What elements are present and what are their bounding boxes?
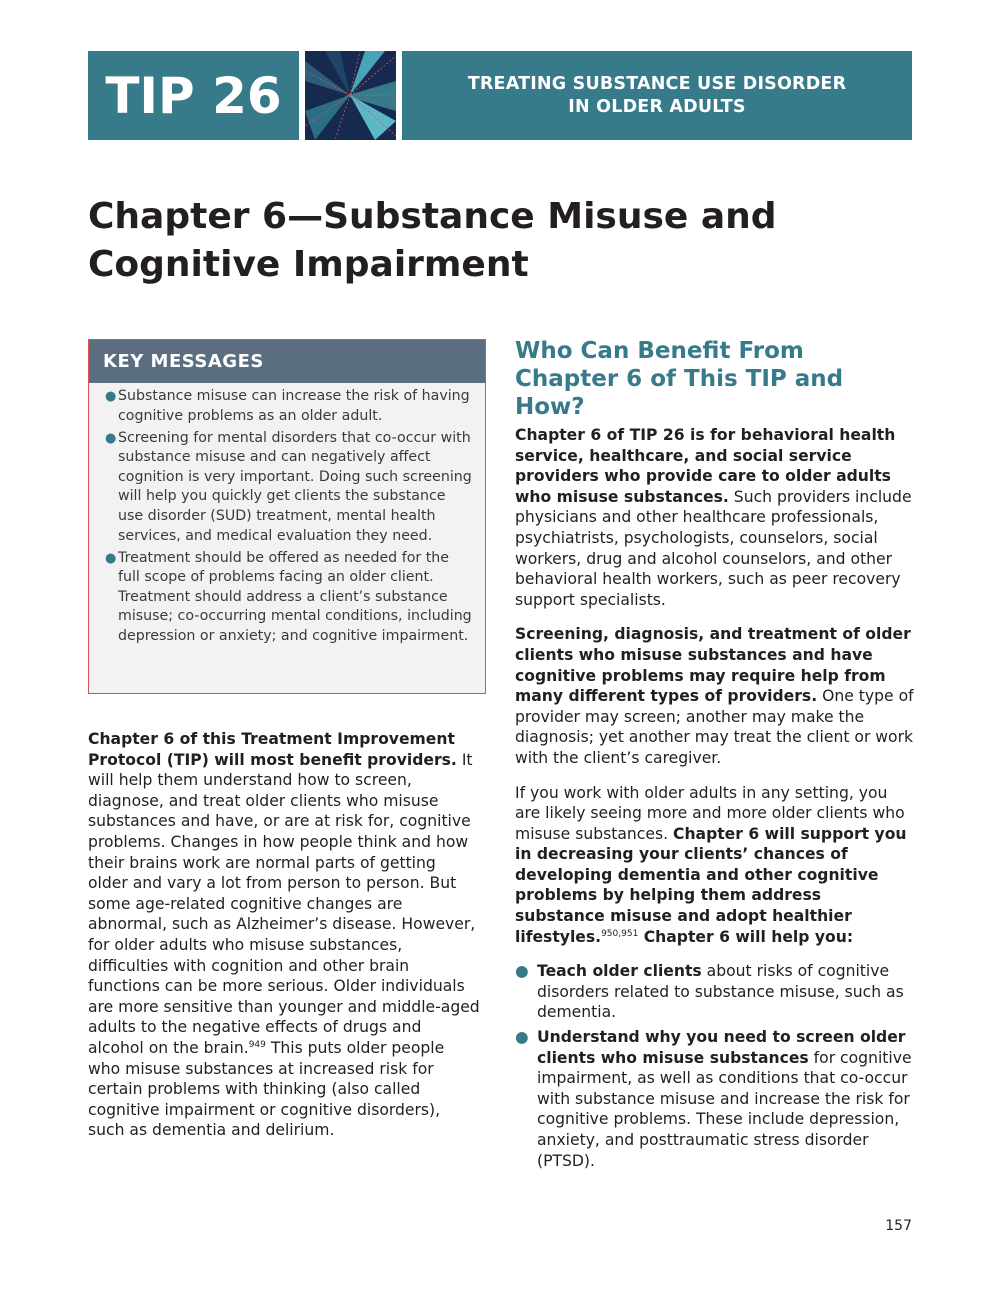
bullet-icon: ● xyxy=(105,550,117,566)
bullet-icon: ● xyxy=(105,389,117,404)
key-message-item: ● Screening for mental disorders that co-occur with substance misuse and can negatively affect cognition is very important. Doing such screening will help you quickly get clients the substance use disorder (SUD) treatment, mental health services, and medical evaluation they need. xyxy=(105,429,472,544)
page-number: 157 xyxy=(885,1218,912,1234)
bullet-icon: ● xyxy=(515,1028,529,1047)
bullet-icon: ● xyxy=(105,430,117,446)
bullet-icon: ● xyxy=(515,962,529,981)
series-title-line2: IN OLDER ADULTS xyxy=(568,97,746,117)
paragraph-audience: Chapter 6 of TIP 26 is for behavioral health service, healthcare, and social service providers who provide care to older adults who misuse substances. Such providers include physicians and other healthcare professionals, psychiatrists, psychologists, counselors, social workers, drug and alcohol counselors, and other behavioral health workers, such as peer recovery support specialists. xyxy=(515,426,912,609)
intro-bold-text: Chapter 6 of this Treatment Improvement Protocol (TIP) will most benefit providers. xyxy=(88,730,457,769)
series-title xyxy=(402,73,912,119)
chapter-title: Chapter 6—Substance Misuse and Cognitive Impairment xyxy=(88,196,777,285)
left-intro-paragraph xyxy=(88,729,480,1141)
key-messages-heading: KEY MESSAGES xyxy=(89,340,485,383)
paragraph-support: If you work with older adults in any setting, you are likely seeing more and more older clients who misuse substances. Chapter 6 will support you in decreasing your clients’ chances of developing dementia and other cognitive problems by helping them address substance misuse and adopt healthier lifestyles.$^{950,951}$ Chapter 6 will help you: xyxy=(515,783,907,946)
help-list xyxy=(515,961,915,1171)
decorative-star-graphic xyxy=(305,51,396,140)
document-series-banner xyxy=(402,51,912,140)
citation-ref: 950,951 xyxy=(601,928,639,939)
list-item: ● Understand why you need to screen older clients who misuse substances for cognitive impairment, as well as conditions that co-occur with substance misuse and increase the risk for cognitive problems. These include depression, anxiety, and posttraumatic stress disorder (PTSD). xyxy=(515,1028,912,1170)
key-messages-list xyxy=(89,383,485,647)
star-burst-icon xyxy=(305,51,396,140)
intro-text-cont: This puts older people who misuse substances at increased risk for certain problems with thinking (also called cognitive impairment or cognitive disorders), such as dementia and delirium. xyxy=(88,1038,445,1140)
tip-label: TIP 26 xyxy=(105,67,282,125)
key-message-item: ● Substance misuse can increase the risk of having cognitive problems as an older adult. xyxy=(105,388,470,424)
section-heading: Who Can Benefit From Chapter 6 of This TIP and How? xyxy=(515,338,844,420)
paragraph-providers: Screening, diagnosis, and treatment of older clients who misuse substances and have cognitive problems may require help from many different types of providers. One type of provider may screen; another may make the diagnosis; yet another may treat the client or work with the client’s caregiver. xyxy=(515,625,914,767)
list-item: ● Teach older clients about risks of cognitive disorders related to substance misuse, such as dementia. xyxy=(515,962,904,1022)
series-title-line1: TREATING SUBSTANCE USE DISORDER xyxy=(467,74,847,94)
key-message-item: ● Treatment should be offered as needed for the full scope of problems facing an older client. Treatment should address a client’s substance misuse; co-occurring mental conditions, including depression or anxiety; and cognitive impairment. xyxy=(105,549,472,644)
intro-text: It will help them understand how to screen, diagnose, and treat older clients who misuse substances and have, or are at risk for, cognitive problems. Changes in how people think and how their brains work are normal parts of getting older and vary a lot from person to person. But some age-related cognitive changes are abnormal, such as Alzheimer’s disease. However, for older adults who misuse substances, difficulties with cognition and other brain functions can be more serious. Older individuals are more sensitive than younger and middle-aged adults to the negative effects of drugs and alcohol on the brain. xyxy=(88,750,480,1057)
right-column xyxy=(515,337,915,1175)
key-messages-box xyxy=(88,339,486,694)
citation-ref: 949 xyxy=(248,1039,266,1050)
tip-banner xyxy=(88,51,299,140)
